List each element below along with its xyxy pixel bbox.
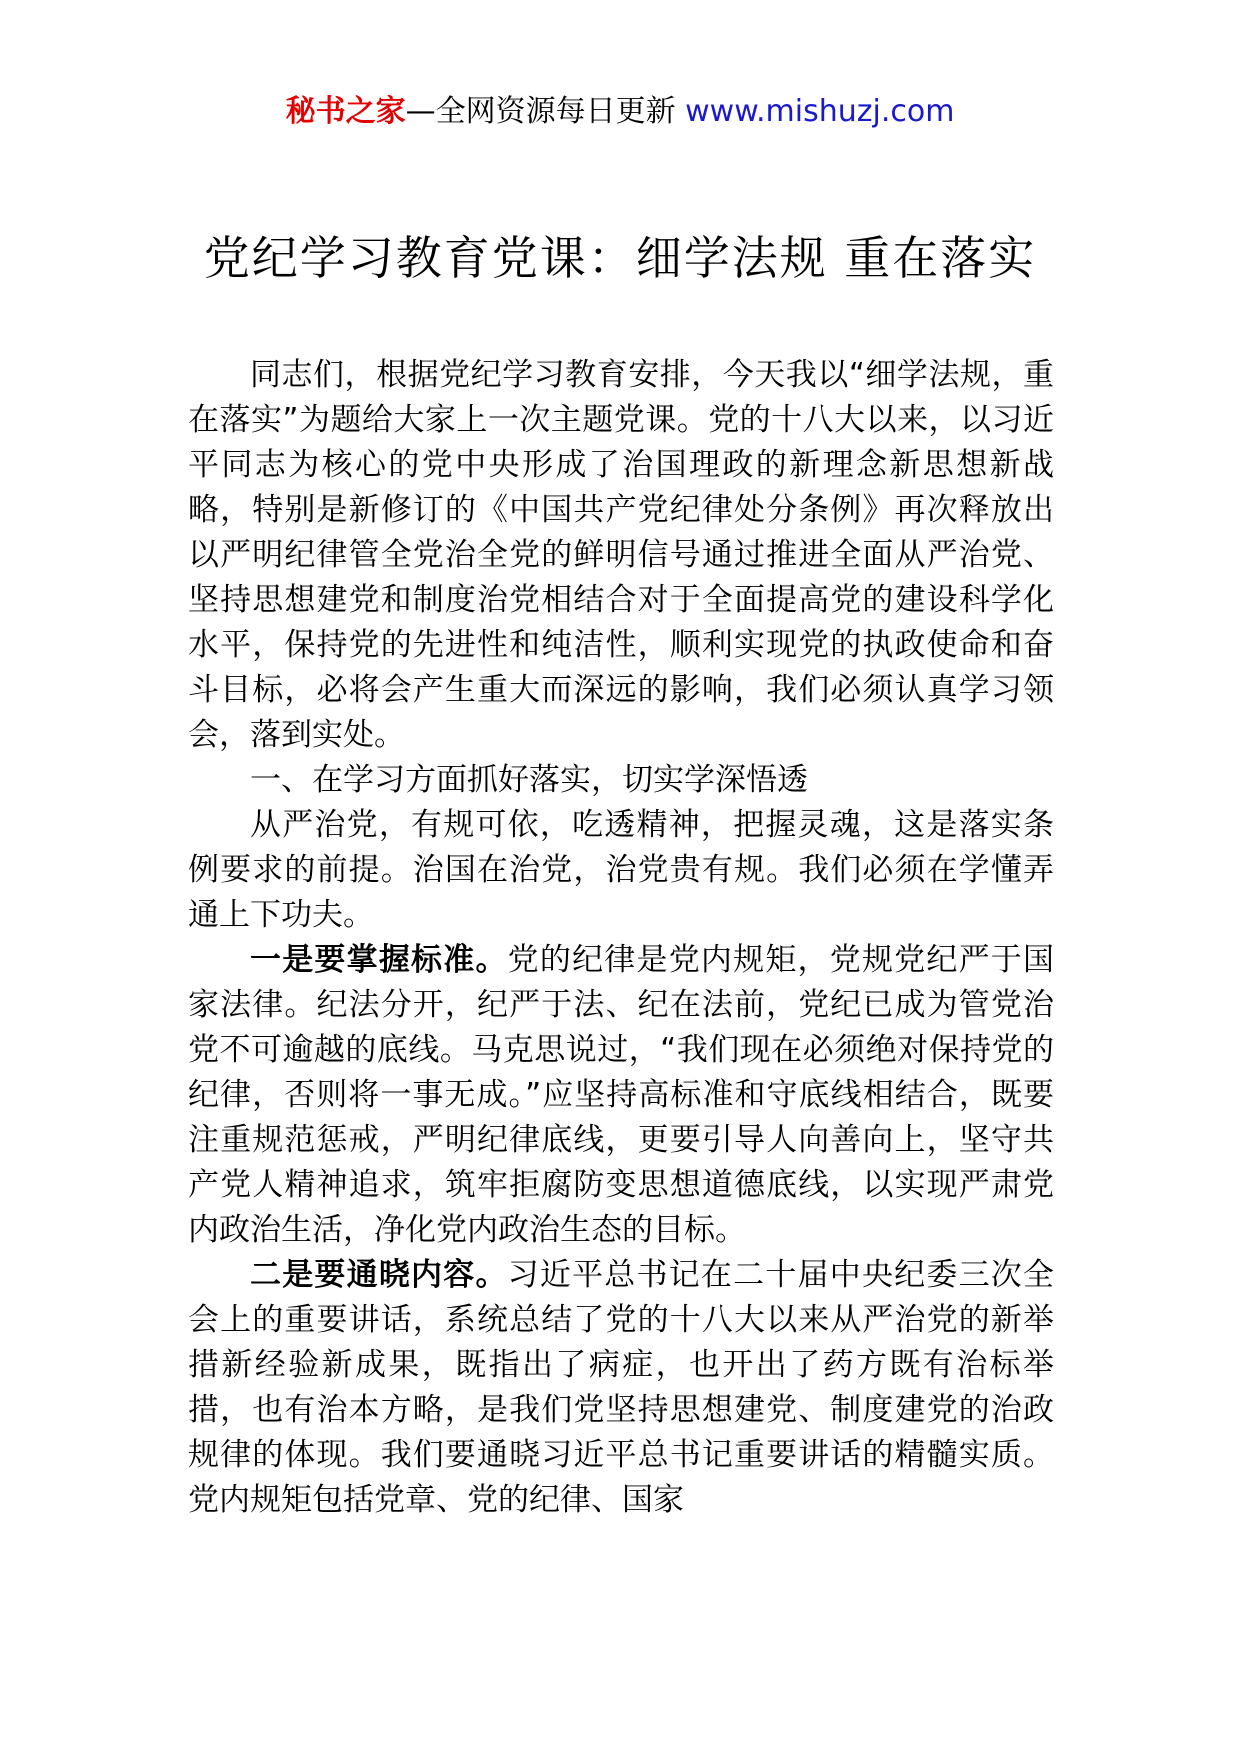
paragraph-intro: 同志们，根据党纪学习教育安排，今天我以“细学法规，重在落实”为题给大家上一次主题党课。党的十八大以来，以习近平同志为核心的党中央形成了治国理政的新理念新思想新战略，特别是新修订的《中国共产党纪律处分条例》再次释放出以严明纪律管全党治全党的鲜明信号通过推进全面从严治党、坚持思想建党和制度治党相结合对于全面提高党的建设科学化水平，保持党的先进性和纯洁性，顺利实现党的执政使命和奋斗目标，必将会产生重大而深远的影响，我们必须认真学习领会，落到实处。 xyxy=(188,357,1054,753)
document-title: 党纪学习教育党课：细学法规 重在落实 xyxy=(203,231,1037,285)
body-understand-content: 习近平总书记在二十届中央纪委三次全会上的重要讲话，系统总结了党的十八大以来从严治党的新举措新经验新成果，既指出了病症，也开出了药方既有治标举措，也有治本方略，是我们党坚持思想建党、制度建党的治政规律的体现。我们要通晓习近平总书记重要讲话的精髓实质。党内规矩包括党章、党的纪律、国家 xyxy=(188,1257,1055,1518)
brand-name: 秘书之家 xyxy=(285,94,406,129)
site-header xyxy=(0,92,1240,132)
site-url-link[interactable]: www.mishuzj.com xyxy=(685,94,955,129)
paragraph-understand-content xyxy=(188,1253,1054,1523)
lead-understand-content: 二是要通晓内容。 xyxy=(250,1257,508,1293)
lead-master-standards: 一是要掌握标准。 xyxy=(250,942,508,978)
section-heading-1: 一、在学习方面抓好落实，切实学深悟透 xyxy=(250,762,808,798)
paragraph-master-standards xyxy=(188,938,1054,1253)
document-body xyxy=(188,353,1054,1523)
paragraph-strict-governance: 从严治党，有规可依，吃透精神，把握灵魂，这是落实条例要求的前提。治国在治党，治党贵有规。我们必须在学懂弄通上下功夫。 xyxy=(188,807,1054,933)
body-master-standards: 党的纪律是党内规矩，党规党纪严于国家法律。纪法分开，纪严于法、纪在法前，党纪已成为管党治党不可逾越的底线。马克思说过，“我们现在必须绝对保持党的纪律，否则将一事无成。”应坚持高标准和守底线相结合，既要注重规范惩戒，严明纪律底线，更要引导人向善向上，坚守共产党人精神追求，筑牢拒腐防变思想道德底线，以实现严肃党内政治生活，净化党内政治生态的目标。 xyxy=(188,942,1055,1248)
header-slogan: —全网资源每日更新 xyxy=(405,94,686,129)
